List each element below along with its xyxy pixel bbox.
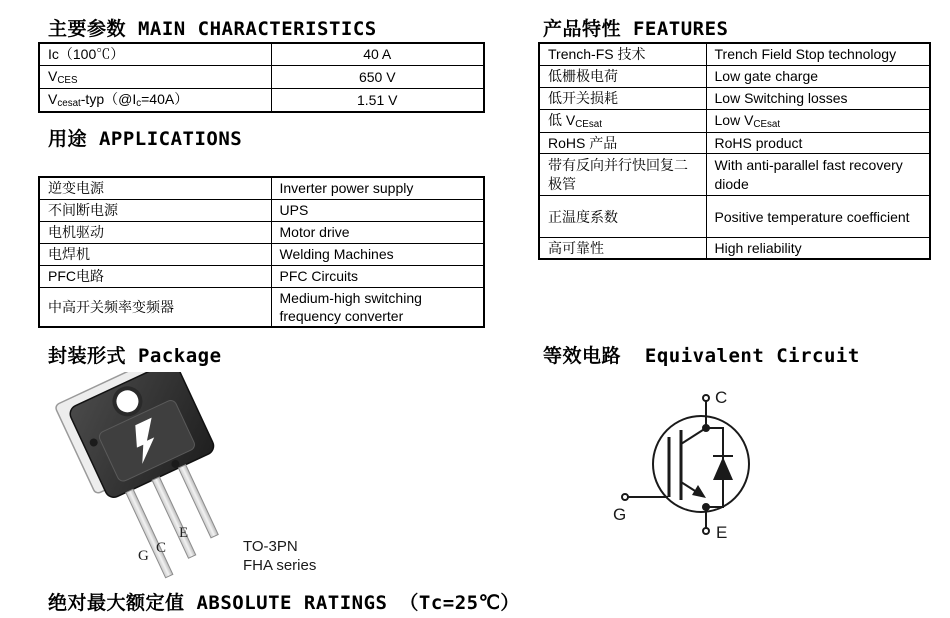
param-text: VCES bbox=[48, 67, 78, 86]
feature-cn-text: 正温度系数 bbox=[548, 208, 618, 225]
param-cell bbox=[39, 88, 271, 112]
feature-en-text: Trench Field Stop technology bbox=[714, 46, 897, 63]
feature-en-text: Low gate charge bbox=[714, 67, 819, 84]
table-row bbox=[539, 154, 930, 196]
package-series: FHA series bbox=[243, 556, 317, 574]
feature-en-cell bbox=[706, 87, 930, 109]
features-table bbox=[538, 42, 931, 260]
value-cell: 650 V bbox=[271, 65, 484, 88]
table-row bbox=[39, 287, 484, 327]
application-en-cell: UPS bbox=[271, 199, 484, 221]
main-characteristics-table bbox=[38, 42, 485, 113]
package-body-group bbox=[54, 372, 247, 587]
table-row bbox=[539, 109, 930, 132]
circuit-label-collector: C bbox=[715, 388, 728, 407]
feature-cn-cell bbox=[539, 87, 706, 109]
feature-cn-text: Trench-FS 技术 bbox=[548, 46, 646, 63]
feature-cn-cell bbox=[539, 154, 706, 196]
table-row bbox=[39, 199, 484, 221]
table-row bbox=[539, 87, 930, 109]
feature-cn-cell bbox=[539, 238, 706, 260]
feature-en-cell bbox=[706, 43, 930, 65]
application-en-cell: PFC Circuits bbox=[271, 265, 484, 287]
table-row bbox=[539, 238, 930, 260]
table-row bbox=[539, 132, 930, 153]
feature-en-cell bbox=[706, 65, 930, 87]
section-title-applications: 用途 APPLICATIONS bbox=[48, 128, 243, 150]
diode-triangle bbox=[713, 457, 733, 480]
section-title-features: 产品特性 FEATURES bbox=[543, 18, 729, 40]
feature-en-text: RoHS product bbox=[714, 134, 803, 151]
table-row bbox=[39, 221, 484, 243]
application-cn-cell: PFC电路 bbox=[39, 265, 271, 287]
package-name: TO-3PN bbox=[243, 538, 298, 555]
application-cn-cell: 电机驱动 bbox=[39, 221, 271, 243]
feature-en-text: With anti-parallel fast recovery diode bbox=[714, 157, 903, 192]
feature-cn-cell bbox=[539, 109, 706, 132]
feature-cn-text: 高可靠性 bbox=[548, 240, 604, 257]
table-row bbox=[39, 177, 484, 199]
pin-label-collector: C bbox=[156, 540, 167, 556]
feature-cn-text: RoHS 产品 bbox=[548, 134, 618, 151]
terminal-collector-dot bbox=[703, 395, 709, 401]
table-row bbox=[39, 243, 484, 265]
section-title-package: 封装形式 Package bbox=[48, 345, 222, 367]
feature-cn-cell bbox=[539, 196, 706, 238]
table-row bbox=[539, 65, 930, 87]
feature-cn-text: 低开关损耗 bbox=[548, 89, 618, 106]
feature-cn-cell bbox=[539, 132, 706, 153]
terminal-gate-dot bbox=[622, 494, 628, 500]
feature-cn-cell bbox=[539, 65, 706, 87]
circuit-label-emitter: E bbox=[716, 523, 728, 542]
feature-cn-text: 带有反向并行快回复二极管 bbox=[548, 157, 688, 192]
table-row bbox=[39, 88, 484, 112]
value-cell: 40 A bbox=[271, 43, 484, 65]
pin-label-gate: G bbox=[138, 548, 149, 564]
application-en-cell: Inverter power supply bbox=[271, 177, 484, 199]
feature-en-text: Positive temperature coefficient bbox=[714, 208, 910, 225]
value-cell: 1.51 V bbox=[271, 88, 484, 112]
feature-en-cell bbox=[706, 238, 930, 260]
application-en-cell: Motor drive bbox=[271, 221, 484, 243]
application-en-cell: Medium-high switching frequency converter bbox=[271, 287, 484, 327]
param-text: Vcesat-typ（@Ic=40A） bbox=[48, 90, 189, 109]
feature-en-text: Low Switching losses bbox=[714, 89, 848, 106]
application-cn-cell: 逆变电源 bbox=[39, 177, 271, 199]
feature-en-cell bbox=[706, 132, 930, 153]
feature-cn-text: 低 VCEsat bbox=[548, 111, 602, 130]
section-title-absolute-ratings: 绝对最大额定值 ABSOLUTE RATINGS （Tc=25℃） bbox=[48, 592, 520, 614]
feature-en-text: High reliability bbox=[714, 240, 802, 257]
application-cn-cell: 中高开关频率变频器 bbox=[39, 287, 271, 327]
param-cell bbox=[39, 43, 271, 65]
param-text: Ic（100℃） bbox=[48, 46, 125, 63]
applications-table bbox=[38, 176, 485, 328]
table-row bbox=[39, 43, 484, 65]
feature-cn-cell bbox=[539, 43, 706, 65]
feature-en-cell bbox=[706, 154, 930, 196]
pin-label-emitter: E bbox=[179, 525, 189, 541]
table-row bbox=[39, 65, 484, 88]
table-row bbox=[539, 43, 930, 65]
application-cn-cell: 电焊机 bbox=[39, 243, 271, 265]
table-row bbox=[39, 265, 484, 287]
circuit-label-gate: G bbox=[613, 505, 627, 524]
section-title-equivalent-circuit: 等效电路 Equivalent Circuit bbox=[543, 345, 860, 367]
application-cn-cell: 不间断电源 bbox=[39, 199, 271, 221]
equivalent-circuit-diagram bbox=[595, 380, 845, 560]
param-cell bbox=[39, 65, 271, 88]
table-row bbox=[539, 196, 930, 238]
feature-cn-text: 低栅极电荷 bbox=[548, 67, 618, 84]
section-title-main-characteristics: 主要参数 MAIN CHARACTERISTICS bbox=[48, 18, 377, 40]
terminal-emitter-dot bbox=[703, 528, 709, 534]
feature-en-cell bbox=[706, 109, 930, 132]
application-en-cell: Welding Machines bbox=[271, 243, 484, 265]
feature-en-cell bbox=[706, 196, 930, 238]
feature-en-text: Low VCEsat bbox=[714, 111, 781, 130]
